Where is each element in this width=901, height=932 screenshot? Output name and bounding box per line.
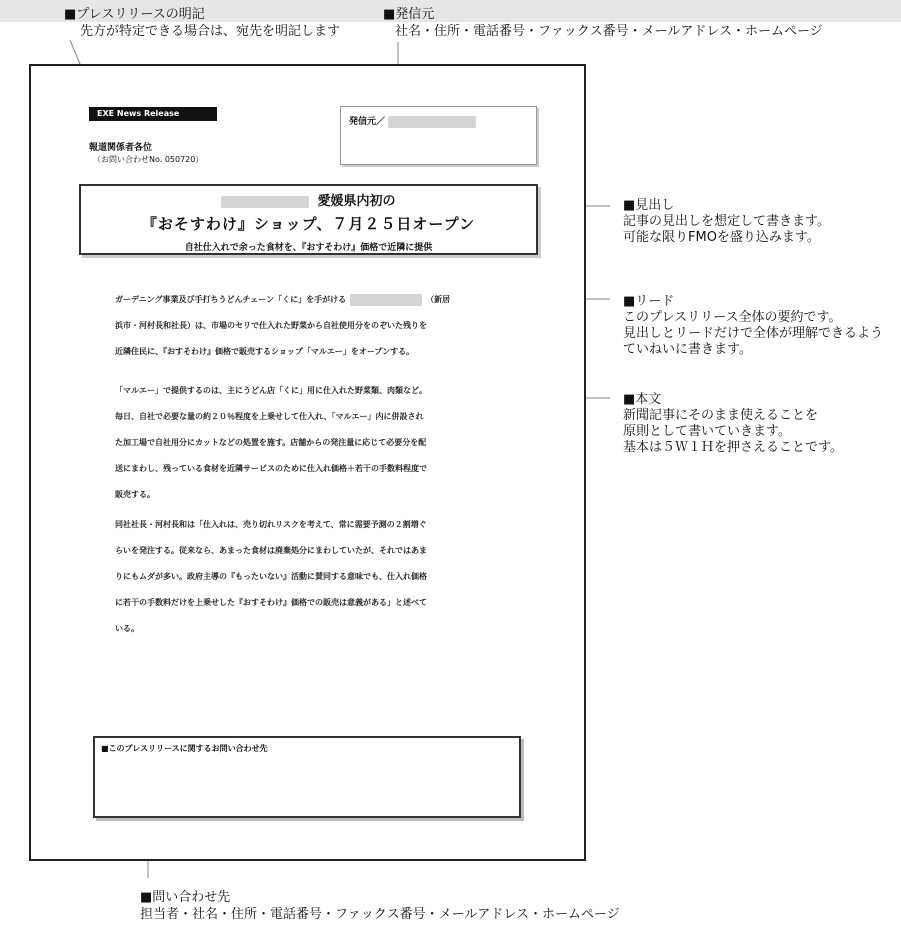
headline-box xyxy=(79,184,538,255)
contact-note xyxy=(140,889,620,923)
sender-label: 発信元／ xyxy=(349,117,386,127)
redacted-company xyxy=(221,196,309,208)
explicit-note-title: ■プレスリリースの明記 xyxy=(64,7,205,22)
contact-note-text: 担当者・社名・住所・電話番号・ファックス番号・メールアドレス・ホームページ xyxy=(140,907,620,922)
body-note-line: 新聞記事にそのまま使えることを xyxy=(623,408,819,423)
headline-note-line: 可能な限りFMOを盛り込みます。 xyxy=(623,230,820,245)
body-line: りにもムダが多い。政府主導の『もったいない』活動に賛同する意味でも、仕入れ価格 xyxy=(115,572,427,581)
lead-paragraph xyxy=(115,287,510,365)
body-note xyxy=(623,392,843,456)
body-line: 同社社長・河村長和は「仕入れは、売り切れリスクを考えて、常に需要予測の２割増ぐ xyxy=(115,520,427,529)
explicit-note-text: 先方が特定できる場合は、宛先を明記します xyxy=(80,24,341,39)
body-line: 「マルエー」で提供するのは、主にうどん店「くに」用に仕入れた野菜類、肉類など。 xyxy=(115,386,427,395)
sender-note-text: 社名・住所・電話番号・ファックス番号・メールアドレス・ホームページ xyxy=(395,24,823,39)
headline-note-line: 記事の見出しを想定して書きます。 xyxy=(623,214,830,229)
body-line: 送にまわし、残っている食材を近隣サービスのために仕入れ価格＋若干の手数料程度で xyxy=(115,464,427,473)
body-line: に若干の手数料だけを上乗せした『おすそわけ』価格での販売は意義がある」と述べて xyxy=(115,598,427,607)
body-note-title: ■本文 xyxy=(623,392,662,407)
headline-line1: 愛媛県内初の xyxy=(81,190,536,209)
lead-line: 浜市・河村長和社長）は、市場のセリで仕入れた野菜から自社使用分をのぞいた残りを xyxy=(115,321,427,330)
inquiry-number: （お問い合わせNo. 050720） xyxy=(93,155,204,164)
lead-note-line: ていねいに書きます。 xyxy=(623,342,752,357)
redacted-company-lead xyxy=(350,294,422,306)
press-release-page xyxy=(29,64,586,861)
headline-note xyxy=(623,198,830,246)
contact-box: ■このプレスリリースに関するお問い合わせ先 xyxy=(93,736,521,818)
news-release-label: EXE News Release xyxy=(89,107,217,121)
lead-note-line: 見出しとリードだけで全体が理解できるよう xyxy=(623,326,884,341)
body-note-line: 基本は５Ｗ１Ｈを押さえることです。 xyxy=(623,440,843,455)
lead-note-line: このプレスリリース全体の要約です。 xyxy=(623,310,842,325)
lead-line: ガーデニング事業及び手打ちうどんチェーン「くに」を手がける （新居 xyxy=(115,295,451,304)
redacted-sender xyxy=(388,116,476,128)
body-paragraph-2 xyxy=(115,512,510,642)
body-line: 毎日、自社で必要な量の約２０％程度を上乗せして仕入れ、「マルエー」内に併設され xyxy=(115,412,424,421)
body-line: た加工場で自社用分にカットなどの処置を施す。店舗からの発注量に応じて必要分を配 xyxy=(115,438,427,447)
body-line: らいを発注する。従来なら、あまった食材は廃棄処分にまわしていたが、それではあま xyxy=(115,546,427,555)
body-line: 販売する。 xyxy=(115,490,155,499)
recipient: 報道関係者各位 xyxy=(89,143,153,153)
body-paragraph-1 xyxy=(115,378,510,508)
sender-box xyxy=(340,106,537,165)
lead-note xyxy=(623,294,883,358)
sender-note-title: ■発信元 xyxy=(383,7,435,22)
body-note-line: 原則として書いていきます。 xyxy=(623,424,791,439)
lead-note-title: ■リード xyxy=(623,294,675,309)
headline-note-title: ■見出し xyxy=(623,198,675,213)
headline-line3: 自社仕入れで余った食材を、『おすそわけ』価格で近隣に提供 xyxy=(184,243,433,253)
lead-line: 近隣住民に、『おすそわけ』価格で販売するショップ「マルエー」をオープンする。 xyxy=(115,347,415,356)
headline-line2: 『おそすわけ』ショップ、７月２５日オープン xyxy=(141,215,476,233)
body-line: いる。 xyxy=(115,624,139,633)
contact-note-title: ■問い合わせ先 xyxy=(140,890,231,905)
